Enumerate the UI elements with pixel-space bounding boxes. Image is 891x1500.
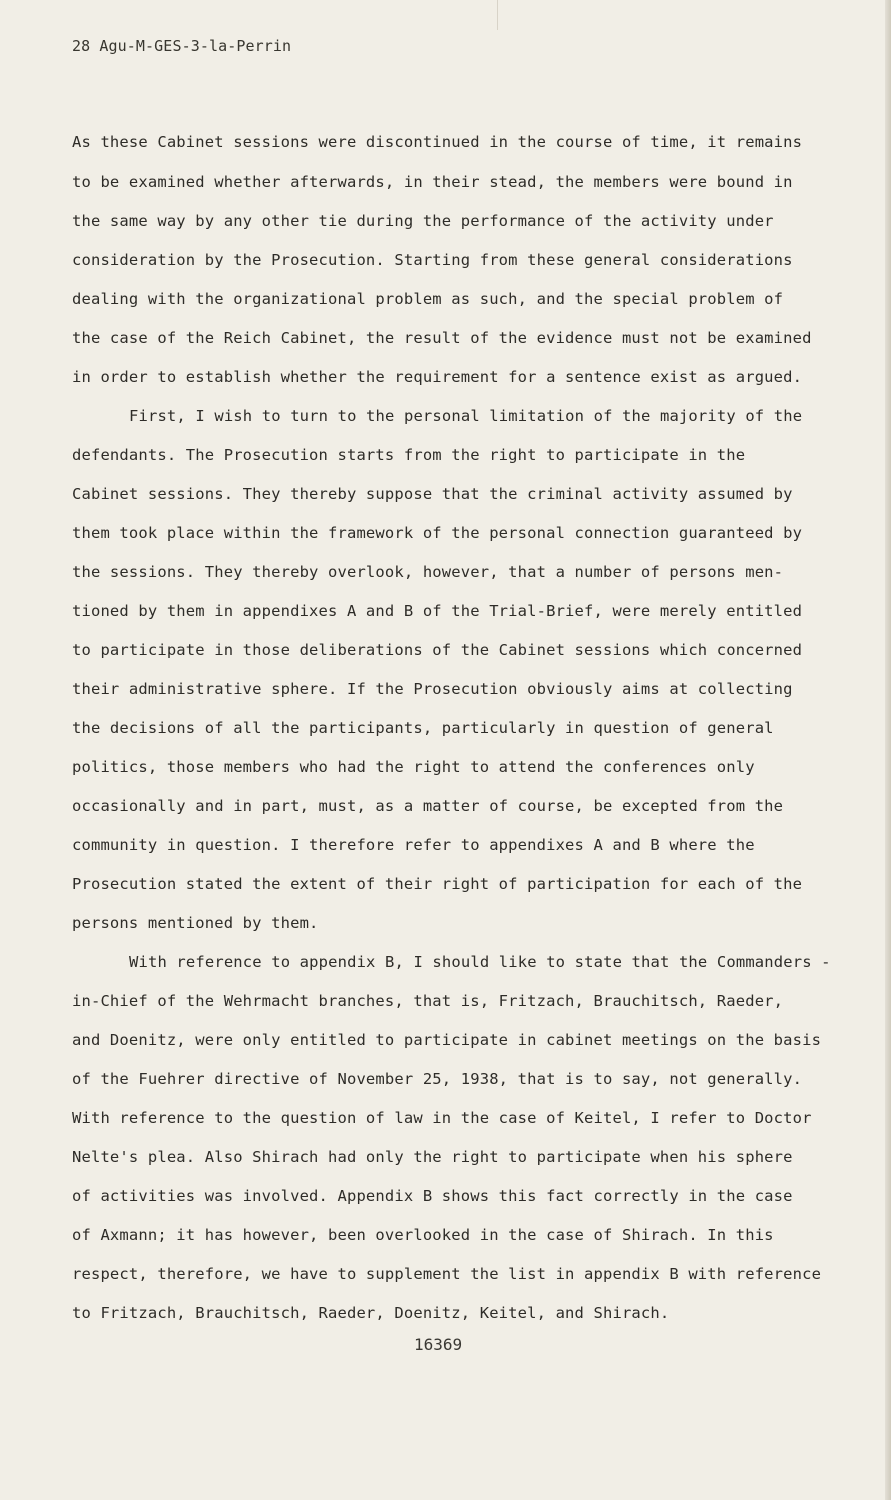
text-line: politics, those members who had the right to attend the conferences only bbox=[72, 758, 755, 776]
text-line: dealing with the organizational problem as such, and the special problem of bbox=[72, 290, 784, 308]
text-line: Nelte's plea. Also Shirach had only the right to participate when his sphere bbox=[72, 1148, 793, 1166]
text-line: consideration by the Prosecution. Starting from these general considerations bbox=[72, 251, 793, 269]
document-header: 28 Agu-M-GES-3-la-Perrin bbox=[72, 37, 292, 55]
text-line: the sessions. They thereby overlook, however, that a number of persons men- bbox=[72, 563, 784, 581]
text-line: First, I wish to turn to the personal limitation of the majority of the bbox=[129, 407, 803, 425]
paper-crease bbox=[497, 0, 498, 30]
text-line: the case of the Reich Cabinet, the result of the evidence must not be examined bbox=[72, 329, 812, 347]
text-line: persons mentioned by them. bbox=[72, 914, 319, 932]
text-line: respect, therefore, we have to supplement the list in appendix B with reference bbox=[72, 1265, 822, 1283]
text-line: and Doenitz, were only entitled to participate in cabinet meetings on the basis bbox=[72, 1031, 822, 1049]
text-line: to participate in those deliberations of the Cabinet sessions which concerned bbox=[72, 641, 803, 659]
text-line: the decisions of all the participants, particularly in question of general bbox=[72, 719, 774, 737]
text-line: the same way by any other tie during the performance of the activity under bbox=[72, 212, 774, 230]
text-line: of the Fuehrer directive of November 25, 1938, that is to say, not generally. bbox=[72, 1070, 803, 1088]
text-line: them took place within the framework of the personal connection guaranteed by bbox=[72, 524, 803, 542]
text-line: defendants. The Prosecution starts from the right to participate in the bbox=[72, 446, 746, 464]
text-line: of activities was involved. Appendix B shows this fact correctly in the case bbox=[72, 1187, 793, 1205]
text-line: As these Cabinet sessions were discontinued in the course of time, it remains bbox=[72, 133, 803, 151]
text-line: in-Chief of the Wehrmacht branches, that is, Fritzach, Brauchitsch, Raeder, bbox=[72, 992, 784, 1010]
text-line: Prosecution stated the extent of their right of participation for each of the bbox=[72, 875, 803, 893]
page-number: 16369 bbox=[414, 1335, 463, 1354]
text-line: in order to establish whether the requirement for a sentence exist as argued. bbox=[72, 368, 803, 386]
text-line: With reference to the question of law in the case of Keitel, I refer to Doctor bbox=[72, 1109, 812, 1127]
text-line: community in question. I therefore refer to appendixes A and B where the bbox=[72, 836, 755, 854]
text-line: With reference to appendix B, I should like to state that the Commanders - bbox=[129, 953, 831, 971]
text-line: Cabinet sessions. They thereby suppose that the criminal activity assumed by bbox=[72, 485, 793, 503]
text-line: tioned by them in appendixes A and B of the Trial-Brief, were merely entitled bbox=[72, 602, 803, 620]
page-edge bbox=[885, 0, 891, 1500]
text-line: their administrative sphere. If the Prosecution obviously aims at collecting bbox=[72, 680, 793, 698]
text-line: to Fritzach, Brauchitsch, Raeder, Doenitz, Keitel, and Shirach. bbox=[72, 1304, 670, 1322]
text-line: occasionally and in part, must, as a matter of course, be excepted from the bbox=[72, 797, 784, 815]
text-line: to be examined whether afterwards, in their stead, the members were bound in bbox=[72, 173, 793, 191]
text-line: of Axmann; it has however, been overlooked in the case of Shirach. In this bbox=[72, 1226, 774, 1244]
